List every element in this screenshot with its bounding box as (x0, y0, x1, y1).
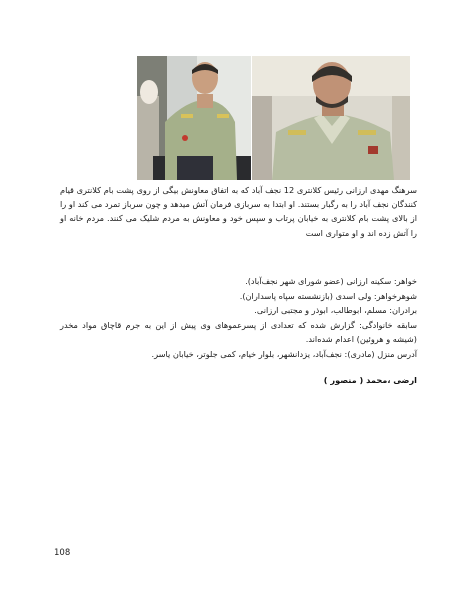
family-brother-in-law: شوهرخواهر: ولی اسدی (بازنشسته سپاه پاسداران). (239, 290, 417, 301)
family-brothers: برادران: مسلم، ابوطالب، ابوذر و مجتبی ارزانی. (254, 305, 417, 316)
family-address: آدرس منزل (مادری): نجف‌آباد، یزدانشهر، بلوار خیام، کمی جلوتر، خیابان یاسر. (151, 348, 417, 359)
family-background: سابقه خانوادگی: گزارش شده که تعدادی از پسرعموهای وی پیش از این به جرم قاچاق مواد مخدر (شیشه و هروئین) اعدام شده‌اند. (60, 319, 417, 345)
biography-paragraph: سرهنگ مهدی ارزانی رئیس کلانتری 12 نجف آباد که به اتفاق معاونش بیگی از روی پشت بام کلانتری قیام کنندگان نجف آباد را به رگبار بستند. او ابتدا به سربازی فرمان آتش میدهد و چون سرباز تمرد می کند او را از بالای پشت بام کلانتری به خیابان پرتاب و سپس خود و معاونش به مردم شلیک می کنند. مردم خانه او را آتش زده اند و او متواری است (60, 185, 418, 238)
family-details (60, 274, 417, 362)
family-sister: خواهر: سکینه ارزانی (عضو شورای شهر نجف‌آباد). (245, 276, 417, 286)
person-name-heading: ارضی ،محمد ( منصور ) (323, 375, 417, 385)
page-number: 108 (54, 548, 71, 558)
photo-officer-portrait (252, 56, 410, 180)
photo-officer-seated (137, 56, 251, 180)
